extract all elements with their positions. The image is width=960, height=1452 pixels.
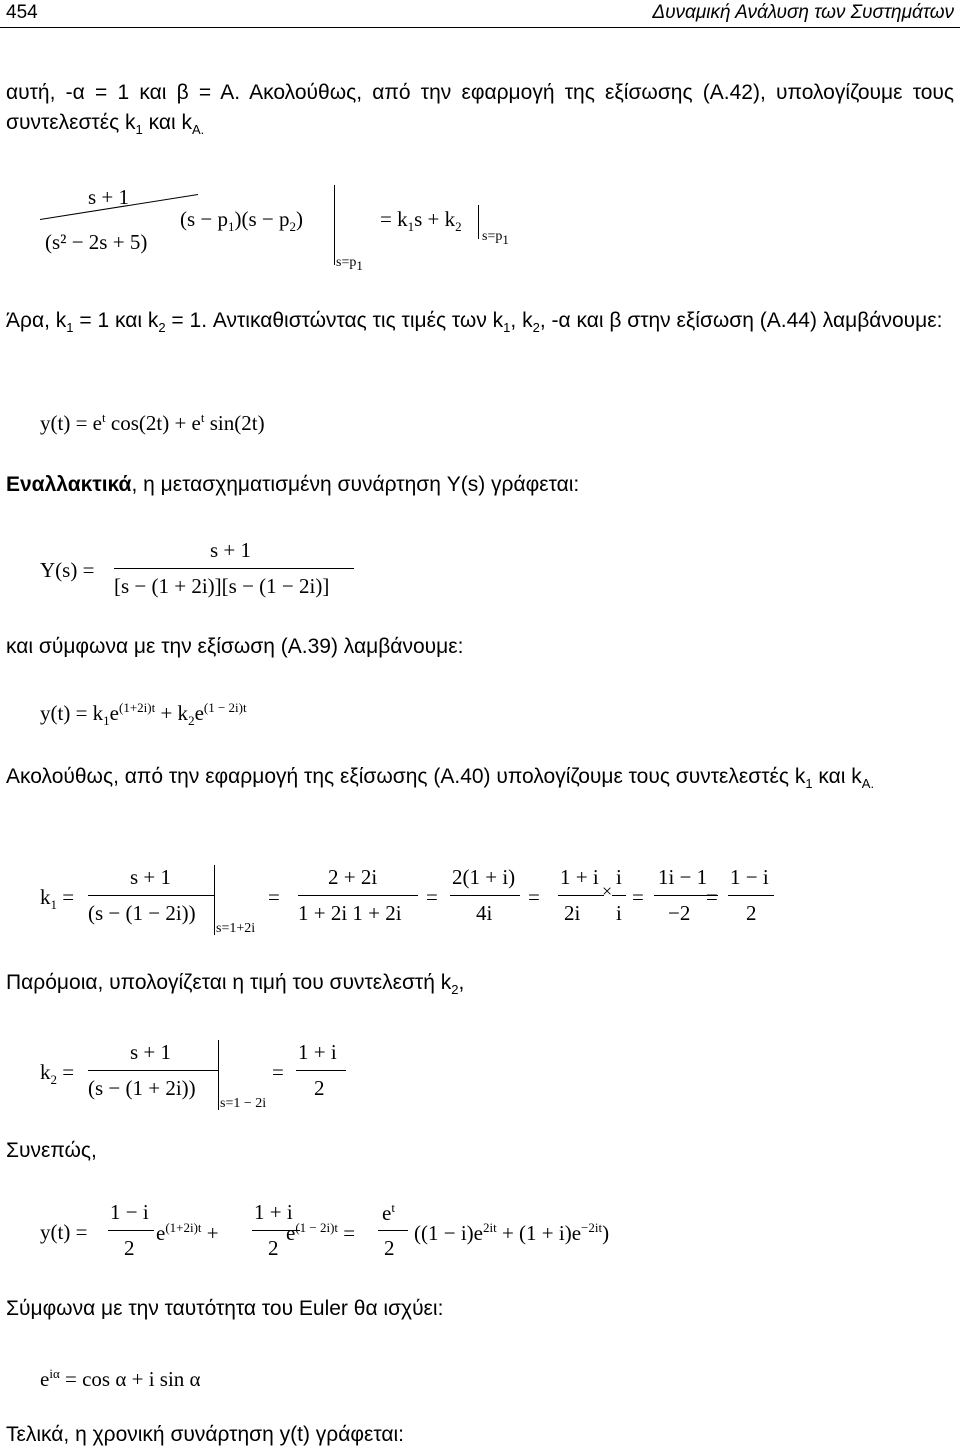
page-header	[0, 0, 960, 40]
eq1-numerator: s + 1	[88, 185, 130, 209]
book-title: Δυναμική Ανάλυση των Συστημάτων	[652, 2, 954, 23]
equation-3: Y(s) = s + 1 [s − (1 + 2i)][s − (1 − 2i)]	[40, 538, 400, 608]
paragraph-6: Παρόμοια, υπολογίζεται η τιμή του συντελεστή $k_2$,	[6, 971, 465, 998]
paragraph-3: Εναλλακτικά, η μετασχηματισμένη συνάρτηση Y(s) γράφεται:	[6, 473, 580, 496]
eq1-denominator: (s² − 2s + 5)	[45, 230, 148, 254]
paragraph-9: Τελικά, η χρονική συνάρτηση y(t) γράφεται:	[6, 1423, 404, 1446]
equation-5: $k_1$ = s + 1 (s − (1 − 2i)) s=1+2i = 2 + 2i 1 + 2i 1 + 2i = 2(1 + i) 4i = 1 + i 2i × i i = 1i − 1 −2 = 1 − i 2	[40, 865, 780, 945]
header-rule	[0, 27, 960, 28]
paragraph-2: Άρα, $k_1 = 1$ και $k_2 = 1$. Αντικαθιστώντας τις τιμές των $k_1$, $k_2$, -α και β στην εξίσωση (Α.44) λαμβάνουμε:	[6, 309, 943, 336]
equation-1: s + 1 (s² − 2s + 5) $(s - p_1)(s - p_2)$ $s=p_1$ = $k_1s + k_2$ $s=p_1$	[40, 185, 560, 280]
eq1-eval-bar	[334, 185, 335, 265]
equation-6: $k_2$ = s + 1 (s − (1 + 2i)) s=1 − 2i = 1 + i 2	[40, 1040, 360, 1120]
paragraph-5: Ακολούθως, από την εφαρμογή της εξίσωσης (Α.40) υπολογίζουμε τους συντελεστές $k_1$ και $k_{A.}$	[6, 765, 875, 792]
paragraph-1: αυτή, -α = 1 και β = Α. Ακολούθως, από την εφαρμογή της εξίσωσης (Α.42), υπολογίζουμε τους συντελεστές $k_1$ και $k_{A.}$	[6, 81, 954, 138]
paragraph-7: Συνεπώς,	[6, 1139, 97, 1162]
paragraph-8: Σύμφωνα με την ταυτότητα του Euler θα ισχύει:	[6, 1297, 444, 1320]
page-number: 454	[6, 2, 38, 23]
paragraph-4: και σύμφωνα με την εξίσωση (Α.39) λαμβάνουμε:	[6, 635, 464, 658]
equation-7: y(t) = 1 − i 2 $e^{(1+2i)t}$ + 1 + i 2 $e^{(1 - 2i)t}$ = $e^t$ 2 $((1 - i)e^{2it} + (1 + i)e^{-2it})$	[40, 1200, 610, 1260]
